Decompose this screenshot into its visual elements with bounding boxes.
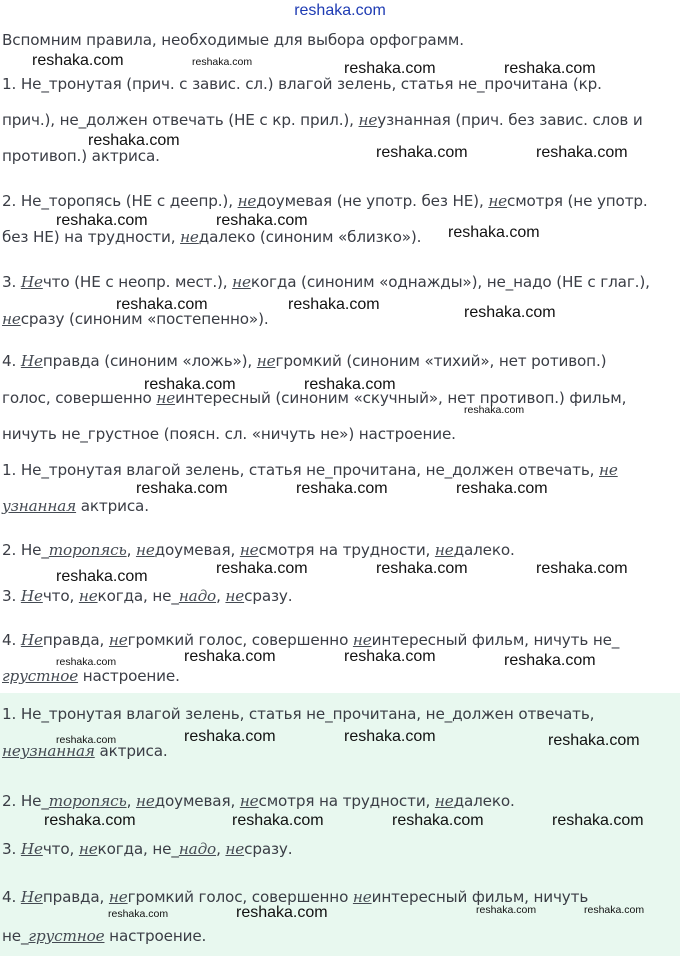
watermark-text: reshaka.com (504, 652, 596, 669)
underlined-fragment: торопясь (48, 541, 127, 559)
underlined-fragment: не (135, 541, 155, 559)
text-fragment: , (216, 587, 226, 605)
text-fragment: противоп.) актриса. (2, 147, 160, 165)
text-fragment: правда, (42, 888, 109, 906)
text-line (2, 705, 594, 723)
watermark-text: reshaka.com (448, 224, 540, 241)
text-fragment: когда, не_ (97, 840, 179, 858)
text-fragment: , (216, 840, 226, 858)
watermark-text: reshaka.com (344, 728, 436, 745)
watermark-text: reshaka.com (216, 212, 308, 229)
watermark-text: reshaka.com (464, 304, 556, 321)
underlined-fragment: не (434, 541, 454, 559)
watermark-text: reshaka.com (288, 296, 380, 313)
watermark-text: reshaka.com (232, 812, 324, 829)
underlined-fragment: не (78, 840, 98, 858)
underlined-fragment: не (237, 192, 257, 210)
text-line (2, 461, 618, 479)
underlined-fragment: не (225, 840, 245, 858)
text-fragment: громкий (синоним «тихий», нет ротивоп.) (275, 352, 607, 370)
underlined-fragment: не (108, 888, 128, 906)
text-fragment: доумевая, (154, 541, 240, 559)
watermark-text: reshaka.com (392, 812, 484, 829)
watermark-text: reshaka.com (536, 144, 628, 161)
underlined-fragment: Не (20, 631, 43, 649)
watermark-text: reshaka.com (136, 480, 228, 497)
underlined-fragment: не (108, 631, 128, 649)
text-fragment: далеко. (453, 792, 515, 810)
watermark-text: reshaka.com (32, 52, 124, 69)
underlined-fragment: не (256, 352, 276, 370)
text-fragment: правда, (42, 631, 109, 649)
text-line (2, 840, 292, 858)
text-fragment: голос, совершенно (2, 389, 157, 407)
site-header[interactable]: reshaka.com (294, 2, 386, 19)
text-line (2, 228, 421, 246)
text-fragment: Вспомним правила, необходимые для выбора орфограмм. (2, 31, 464, 49)
text-line (2, 631, 619, 649)
text-fragment: интересный фильм, ничуть не_ (371, 631, 620, 649)
text-fragment: 1. Не_тронутая влагой зелень, статья не_прочитана, не_должен отвечать, (2, 461, 599, 479)
text-fragment: узнанная (прич. без завис. слов и (377, 111, 643, 129)
text-fragment: без НЕ) на трудности, (2, 228, 181, 246)
text-fragment: 3. (2, 273, 21, 291)
text-fragment: 4. (2, 352, 21, 370)
text-fragment: сразу. (244, 840, 293, 858)
text-line (2, 273, 650, 291)
text-line (2, 192, 648, 210)
underlined-fragment: не (352, 888, 372, 906)
text-fragment: громкий голос, совершенно (127, 631, 353, 649)
underlined-fragment: не (232, 273, 251, 291)
text-line (2, 497, 149, 515)
underlined-fragment: не (225, 587, 245, 605)
underlined-fragment: не (135, 792, 155, 810)
text-fragment: , (126, 541, 136, 559)
underlined-fragment: Не (20, 352, 43, 370)
text-fragment: актриса. (94, 742, 168, 760)
text-fragment: 3. (2, 587, 21, 605)
underlined-fragment: не (239, 792, 259, 810)
text-line (2, 31, 464, 49)
underlined-fragment: не (2, 310, 21, 328)
watermark-text: reshaka.com (456, 480, 548, 497)
text-fragment: далеко. (453, 541, 515, 559)
watermark-text: reshaka.com (296, 480, 388, 497)
text-fragment: когда, не_ (97, 587, 179, 605)
text-fragment: 2. Не_торопясь (НЕ с деепр.), (2, 192, 238, 210)
watermark-text: reshaka.com (116, 296, 208, 313)
text-fragment: громкий голос, совершенно (127, 888, 353, 906)
text-fragment: не_ (2, 927, 29, 945)
text-fragment: сразу (синоним «постепенно»). (20, 310, 269, 328)
text-line (2, 927, 206, 945)
watermark-text: reshaka.com (304, 376, 396, 393)
underlined-fragment: Не (20, 273, 43, 291)
watermark-text: reshaka.com (56, 656, 117, 668)
text-line (2, 587, 292, 605)
watermark-text: reshaka.com (584, 904, 645, 916)
text-fragment: 4. (2, 888, 21, 906)
text-line (2, 425, 456, 443)
watermark-text: reshaka.com (376, 144, 468, 161)
text-line (2, 792, 515, 810)
text-fragment: 2. Не_ (2, 541, 49, 559)
underlined-fragment: грустное (2, 667, 79, 685)
text-fragment: интересный фильм, ничуть (371, 888, 589, 906)
text-fragment: что, (42, 587, 79, 605)
watermark-text: reshaka.com (56, 212, 148, 229)
watermark-text: reshaka.com (216, 560, 308, 577)
text-fragment: ничуть не_грустное (поясн. сл. «ничуть не») настроение. (2, 425, 456, 443)
watermark-text: reshaka.com (344, 60, 436, 77)
watermark-text: reshaka.com (192, 56, 253, 68)
watermark-text: reshaka.com (184, 728, 276, 745)
watermark-text: reshaka.com (344, 648, 436, 665)
text-fragment: смотря (не употр. (507, 192, 648, 210)
text-fragment: доумевая, (154, 792, 240, 810)
watermark-text: reshaka.com (44, 812, 136, 829)
text-line (2, 667, 180, 685)
watermark-text: reshaka.com (236, 904, 328, 921)
text-fragment: 1. Не_тронутая (прич. с завис. сл.) влагой зелень, статья не_прочитана (кр. (2, 75, 602, 93)
underlined-fragment: не (358, 111, 378, 129)
watermark-text: reshaka.com (108, 908, 169, 920)
underlined-fragment: не (239, 541, 259, 559)
underlined-fragment: не (352, 631, 372, 649)
underlined-fragment: Не (20, 587, 43, 605)
watermark-text: reshaka.com (504, 60, 596, 77)
watermark-text: reshaka.com (56, 568, 148, 585)
text-line (2, 541, 515, 559)
text-fragment: доумевая (не употр. без НЕ), (256, 192, 489, 210)
text-fragment: актриса. (76, 497, 149, 515)
text-fragment: далеко (синоним «близко»). (198, 228, 422, 246)
underlined-fragment: не (78, 587, 98, 605)
underlined-fragment: торопясь (48, 792, 127, 810)
text-fragment: что, (42, 840, 79, 858)
text-fragment: настроение. (78, 667, 180, 685)
watermark-text: reshaka.com (548, 732, 640, 749)
text-fragment: 3. (2, 840, 21, 858)
text-fragment: 1. Не_тронутая влагой зелень, статья не_прочитана, не_должен отвечать, (2, 705, 595, 723)
underlined-fragment: неузнанная (2, 742, 95, 760)
watermark-text: reshaka.com (536, 560, 628, 577)
text-line (2, 111, 643, 129)
text-fragment: когда (синоним «однажды»), не_надо (НЕ с глаг.), (250, 273, 650, 291)
watermark-text: reshaka.com (184, 648, 276, 665)
watermark-text: reshaka.com (376, 560, 468, 577)
underlined-fragment: не (180, 228, 199, 246)
text-fragment: прич.), не_должен отвечать (НЕ с кр. прил.), (2, 111, 359, 129)
underlined-fragment: узнанная (2, 497, 77, 515)
underlined-fragment: надо (178, 840, 217, 858)
watermark-text: reshaka.com (144, 376, 236, 393)
underlined-fragment: надо (178, 587, 217, 605)
watermark-text: reshaka.com (56, 734, 117, 746)
underlined-fragment: Не (20, 888, 43, 906)
underlined-fragment: не (598, 461, 618, 479)
underlined-fragment: грустное (28, 927, 105, 945)
underlined-fragment: не (488, 192, 508, 210)
text-fragment: правда (синоним «ложь»), (42, 352, 257, 370)
watermark-text: reshaka.com (88, 132, 180, 149)
text-fragment: смотря на трудности, (258, 541, 435, 559)
text-fragment: настроение. (104, 927, 207, 945)
text-fragment: , (126, 792, 136, 810)
text-fragment: что (НЕ с неопр. мест.), (42, 273, 233, 291)
text-fragment: интересный (синоним «скучный», нет противоп.) фильм, (175, 389, 627, 407)
text-fragment: 2. Не_ (2, 792, 49, 810)
underlined-fragment: Не (20, 840, 43, 858)
text-fragment: смотря на трудности, (258, 792, 435, 810)
text-fragment: сразу. (244, 587, 293, 605)
text-fragment: 4. (2, 631, 21, 649)
underlined-fragment: не (434, 792, 454, 810)
underlined-fragment: не (156, 389, 176, 407)
text-line (2, 352, 606, 370)
watermark-text: reshaka.com (464, 404, 525, 416)
watermark-text: reshaka.com (552, 812, 644, 829)
watermark-text: reshaka.com (476, 904, 537, 916)
